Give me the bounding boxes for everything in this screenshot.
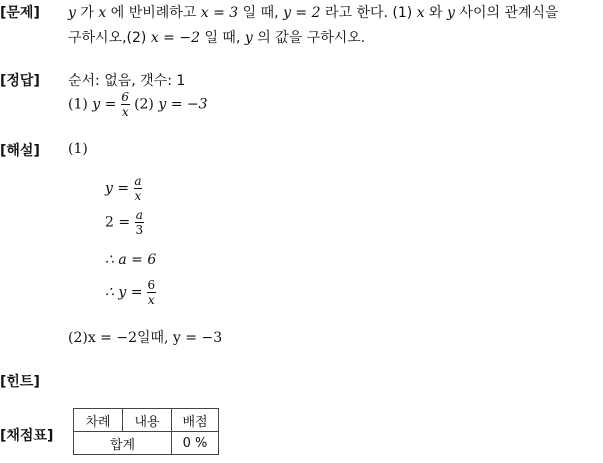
text-span: 일 때,	[238, 5, 284, 21]
math-var: y	[68, 5, 76, 21]
problem-line-1	[68, 2, 559, 22]
part-number: (2)	[134, 96, 159, 113]
fraction-denominator: 3	[135, 223, 144, 237]
solution-eq-1	[105, 174, 142, 203]
fraction-denominator: x	[134, 189, 142, 203]
table-header-cell: 배점	[172, 409, 219, 432]
fraction	[135, 208, 145, 237]
text-span: 가	[75, 5, 99, 21]
table-header-row	[74, 409, 219, 432]
fraction-denominator: x	[121, 105, 129, 119]
hint-label: [힌트]	[0, 374, 40, 390]
fraction-numerator: a	[134, 174, 142, 188]
math-expr: y =	[92, 96, 117, 113]
math-expr: 2 =	[105, 214, 131, 231]
answer-label: [정답]	[0, 73, 40, 89]
text-span: 의 값을 구하시오.	[252, 30, 366, 46]
fraction	[121, 90, 130, 119]
math-var: y	[447, 5, 455, 21]
fraction-numerator: a	[135, 208, 143, 222]
fraction	[134, 174, 143, 203]
math-var: y	[244, 30, 253, 46]
math-var: x	[98, 5, 107, 21]
text-span: 사이의 관계식을	[454, 5, 559, 21]
answer-meta: 순서: 없음, 갯수: 1	[68, 73, 186, 89]
math-expr: ∴ y =	[105, 284, 143, 301]
solution-eq-3: ∴ a = 6	[105, 252, 157, 268]
solution-label: [해설]	[0, 143, 40, 159]
text-span: 구하시오,(2)	[68, 30, 151, 46]
math-expr: y = −3	[158, 96, 208, 113]
fraction	[147, 278, 156, 307]
solution-eq-4	[105, 278, 156, 307]
total-label-cell: 합계	[74, 432, 172, 455]
math-expr: x = −2	[150, 30, 200, 46]
part-number: (1)	[68, 96, 93, 113]
scoring-table	[73, 408, 219, 455]
math-var: x	[416, 5, 425, 21]
text-span: 일 때,	[200, 30, 245, 46]
scoring-label: [채점표]	[0, 428, 54, 444]
math-expr: y =	[105, 180, 130, 197]
answer-expression	[68, 90, 208, 119]
table-header-cell: 차례	[74, 409, 123, 432]
math-expr: x = 3	[200, 5, 239, 21]
fraction-numerator: 6	[147, 278, 156, 292]
solution-part2: (2)x = −2일때, y = −3	[68, 330, 223, 346]
table-total-row	[74, 432, 219, 455]
text-span: 라고 한다. (1)	[320, 5, 417, 21]
math-expr: y = 2	[283, 5, 321, 21]
text-span: 에 반비례하고	[106, 5, 201, 21]
total-value-cell: 0 %	[172, 432, 219, 455]
table-header-cell: 내용	[123, 409, 172, 432]
problem-label: [문제]	[0, 5, 40, 21]
solution-part1-label: (1)	[68, 141, 88, 157]
fraction-numerator: 6	[121, 90, 130, 104]
solution-eq-2	[105, 208, 144, 237]
problem-line-2	[68, 27, 365, 47]
fraction-denominator: x	[147, 293, 155, 307]
text-span: 와	[424, 5, 448, 21]
